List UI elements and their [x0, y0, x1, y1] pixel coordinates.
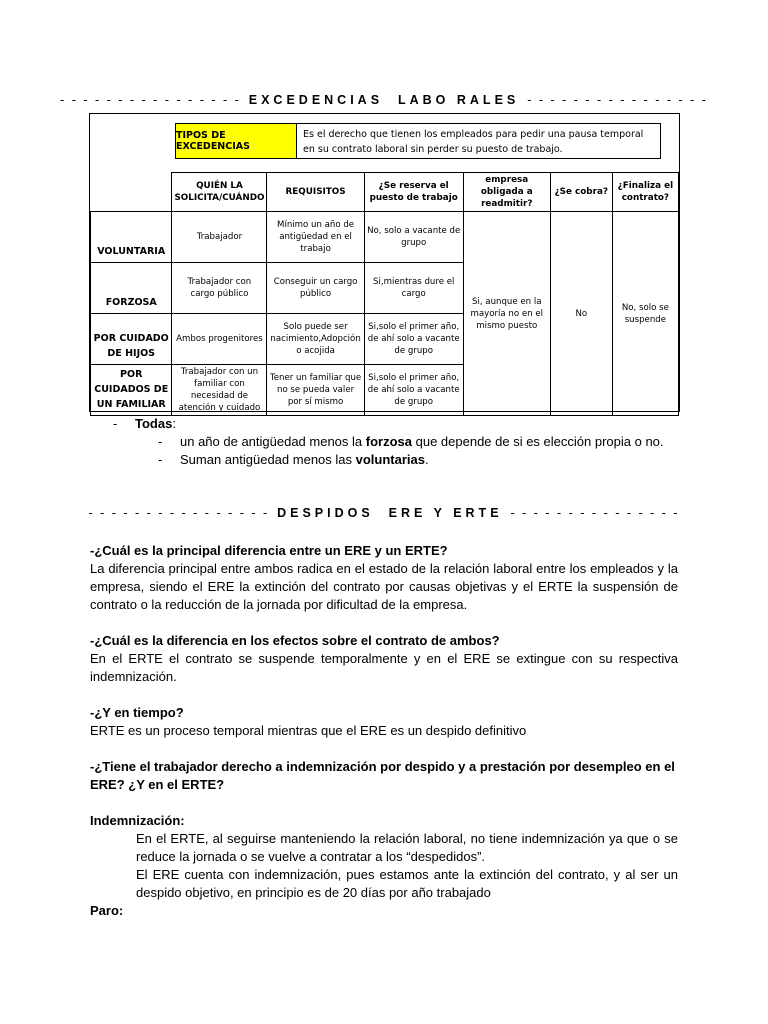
todas-item-1-pre: un año de antigüedad menos la	[180, 434, 366, 449]
header-cobra: ¿Se cobra?	[550, 173, 612, 212]
cell-quien: Trabajador con cargo público	[172, 263, 267, 314]
todas-item-2-post: .	[424, 452, 429, 467]
answer-2: En el ERTE el contrato se suspende temporalmente y en el ERE se extingue con su respectiva indemnización.	[90, 651, 678, 684]
todas-item-1-bold: forzosa	[365, 434, 412, 449]
bullet-dash-icon: -	[158, 452, 163, 467]
todas-item-2-pre: Suman antigüedad menos las	[180, 452, 356, 467]
todas-item-1	[158, 433, 718, 451]
bullet-dash-icon: -	[158, 434, 163, 449]
section-heading-excedencias	[0, 93, 768, 107]
cell-quien: Trabajador	[172, 212, 267, 263]
tipos-description: Es el derecho que tienen los empleados para pedir una pausa temporal en su contrato laboral sin perder su puesto de trabajo.	[297, 123, 661, 159]
cell-requisitos: Conseguir un cargo público	[267, 263, 364, 314]
cell-quien: Ambos progenitores	[172, 314, 267, 365]
header-blank	[91, 173, 172, 212]
heading-dashes-left: - - - - - - - - - - - - - - - -	[88, 506, 270, 520]
cell-finaliza: No, solo se suspende	[612, 212, 678, 416]
header-finaliza: ¿Finaliza el contrato?	[612, 173, 678, 212]
indemnizacion-erte: En el ERTE, al seguirse manteniendo la relación laboral, no tiene indemnización ya que o se reduce la jornada o se vuelve a contratar a los “despedidos”.	[136, 831, 678, 864]
todas-item-2	[158, 451, 718, 469]
header-readmitir: empresa obligada a readmitir?	[463, 173, 550, 212]
cell-reserva: Si,mientras dure el cargo	[364, 263, 463, 314]
answer-3: ERTE es un proceso temporal mientras que el ERE es un despido definitivo	[90, 723, 527, 738]
todas-bullet	[113, 415, 176, 433]
question-2: -¿Cuál es la diferencia en los efectos sobre el contrato de ambos?	[90, 633, 500, 648]
row-type: POR CUIDADO DE HIJOS	[91, 314, 172, 365]
heading-title: EXCEDENCIAS LABO RALES	[248, 93, 520, 107]
table-row	[91, 212, 679, 263]
cell-reserva: Si,solo el primer año, de ahí solo a vacante de grupo	[364, 365, 463, 416]
header-quien: QUIÉN LA SOLICITA/CUÁNDO	[172, 173, 267, 212]
todas-item-2-bold: voluntarias	[355, 452, 425, 467]
cell-quien: Trabajador con un familiar con necesidad de atención y cuidado	[172, 365, 267, 416]
answer-1: La diferencia principal entre ambos radica en el estado de la relación laboral entre los empleados y la empresa, siendo el ERE la extinción del contrato por causas objetivas y el ERTE la suspensión de contrato o la reducción de la jornada por dificultad de la empresa.	[90, 561, 678, 612]
excedencias-table	[89, 113, 680, 412]
question-4: -¿Tiene el trabajador derecho a indemnización por despido y a prestación por desempleo en el ERE? ¿Y en el ERTE?	[90, 759, 675, 792]
cell-reserva: No, solo a vacante de grupo	[364, 212, 463, 263]
cell-reserva: Si,solo el primer año, de ahí solo a vacante de grupo	[364, 314, 463, 365]
row-type: VOLUNTARIA	[91, 212, 172, 263]
todas-colon: :	[172, 416, 176, 431]
cell-requisitos: Tener un familiar que no se pueda valer por sí mismo	[267, 365, 364, 416]
question-3: -¿Y en tiempo?	[90, 705, 184, 720]
row-type: POR CUIDADOS DE UN FAMILIAR	[91, 365, 172, 416]
cell-cobra: No	[550, 212, 612, 416]
indemnizacion-ere: El ERE cuenta con indemnización, pues estamos ante la extinción del contrato, y al ser un despido objetivo, en principio es de 20 días por año trabajado	[136, 867, 678, 900]
heading-title: DESPIDOS ERE Y ERTE	[277, 506, 503, 520]
header-requisitos: REQUISITOS	[267, 173, 364, 212]
row-type: FORZOSA	[91, 263, 172, 314]
question-1: -¿Cuál es la principal diferencia entre un ERE y un ERTE?	[90, 543, 448, 558]
cell-requisitos: Solo puede ser nacimiento,Adopción o acojida	[267, 314, 364, 365]
header-reserva: ¿Se reserva el puesto de trabajo	[364, 173, 463, 212]
indemnizacion-label: Indemnización:	[90, 813, 185, 828]
cell-readmitir: Si, aunque en la mayoría no en el mismo puesto	[463, 212, 550, 416]
section-heading-despidos	[0, 506, 768, 520]
heading-dashes-right: - - - - - - - - - - - - - - - -	[527, 93, 708, 107]
paro-label: Paro:	[90, 903, 124, 918]
cell-requisitos: Mínimo un año de antigüedad en el trabajo	[267, 212, 364, 263]
tipos-label: TIPOS DE EXCEDENCIAS	[175, 123, 297, 159]
bullet-dash-icon: -	[113, 416, 118, 431]
todas-item-1-post: que depende de si es elección propia o no.	[412, 434, 664, 449]
heading-dashes-left: - - - - - - - - - - - - - - - -	[60, 93, 241, 107]
excedencias-grid	[90, 172, 679, 416]
todas-label: Todas	[135, 416, 173, 431]
heading-dashes-right: - - - - - - - - - - - - - - -	[510, 506, 680, 520]
